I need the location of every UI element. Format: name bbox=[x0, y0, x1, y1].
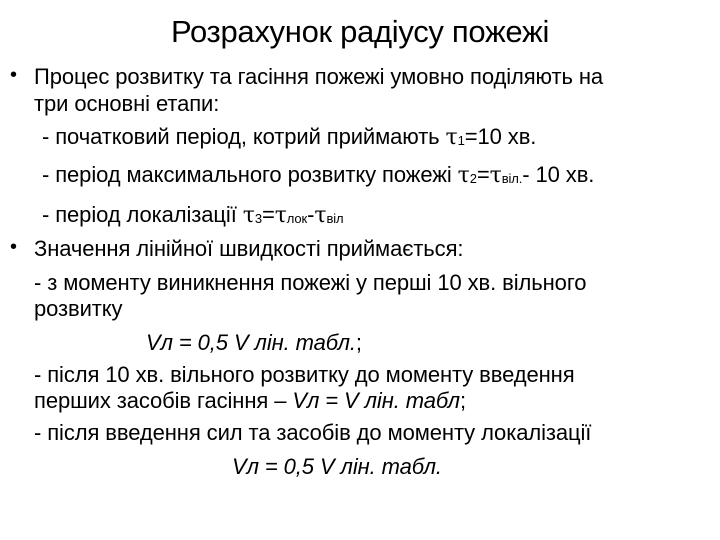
formula-semicolon: ; bbox=[355, 330, 362, 355]
stage-localization-text: - період локалізації bbox=[42, 202, 243, 227]
equals-sign: = bbox=[261, 202, 275, 227]
stage-max-development bbox=[42, 162, 594, 192]
tau-symbol: τ bbox=[314, 203, 327, 228]
page-title: Розрахунок радіусу пожежі bbox=[170, 14, 550, 49]
stage-max-text: - період максимального розвитку пожежі bbox=[42, 162, 458, 187]
formula-text: Vл = V лін. табл bbox=[292, 388, 460, 413]
stage-localization bbox=[42, 202, 344, 232]
tau-symbol: τ bbox=[274, 203, 287, 228]
speed-case-3-line-1: - після введення сил та засобів до моменту локалізації bbox=[34, 420, 592, 445]
minus-sign: - bbox=[307, 202, 315, 227]
tau-symbol: τ bbox=[489, 163, 502, 188]
formula-semicolon: ; bbox=[459, 388, 466, 413]
tau-symbol: τ bbox=[445, 125, 458, 150]
speed-case-2-text: перших засобів гасіння – bbox=[34, 388, 293, 413]
formula-text: Vл = 0,5 V лін. табл. bbox=[146, 330, 356, 355]
tau-symbol: τ bbox=[457, 163, 470, 188]
speed-case-3-formula bbox=[232, 454, 442, 480]
tau-symbol: τ bbox=[242, 203, 255, 228]
speed-case-1-formula bbox=[146, 330, 362, 356]
formula-text: Vл = 0,5 V лін. табл. bbox=[232, 454, 442, 479]
speed-case-2-line-2 bbox=[34, 388, 466, 414]
tau-subscript: 1 bbox=[457, 133, 465, 148]
tau-subscript: лок bbox=[286, 211, 308, 226]
stage-initial-value: =10 хв. bbox=[464, 124, 537, 149]
tau-subscript: віл bbox=[326, 211, 344, 226]
speed-case-2-line-1: - після 10 хв. вільного розвитку до моменту введення bbox=[34, 362, 575, 387]
bullet-1-line-1: Процес розвитку та гасіння пожежі умовно поділяють на bbox=[34, 64, 604, 89]
bullet-1-line-2: три основні етапи: bbox=[34, 91, 220, 116]
equals-sign: = bbox=[476, 162, 490, 187]
stage-max-value: - 10 хв. bbox=[522, 162, 595, 187]
speed-case-1-line-2: розвитку bbox=[34, 296, 123, 321]
bullet-icon: • bbox=[10, 64, 18, 86]
bullet-icon: • bbox=[10, 236, 18, 258]
stage-initial bbox=[42, 124, 536, 154]
tau-subscript: 3 bbox=[254, 211, 262, 226]
speed-case-1-line-1: - з моменту виникнення пожежі у перші 10 хв. вільного bbox=[34, 270, 587, 295]
stage-initial-text: - початковий період, котрий приймають bbox=[42, 124, 446, 149]
bullet-2-line-1: Значення лінійної швидкості приймається: bbox=[34, 236, 464, 261]
tau-subscript: віл. bbox=[501, 171, 523, 186]
tau-subscript: 2 bbox=[469, 171, 477, 186]
